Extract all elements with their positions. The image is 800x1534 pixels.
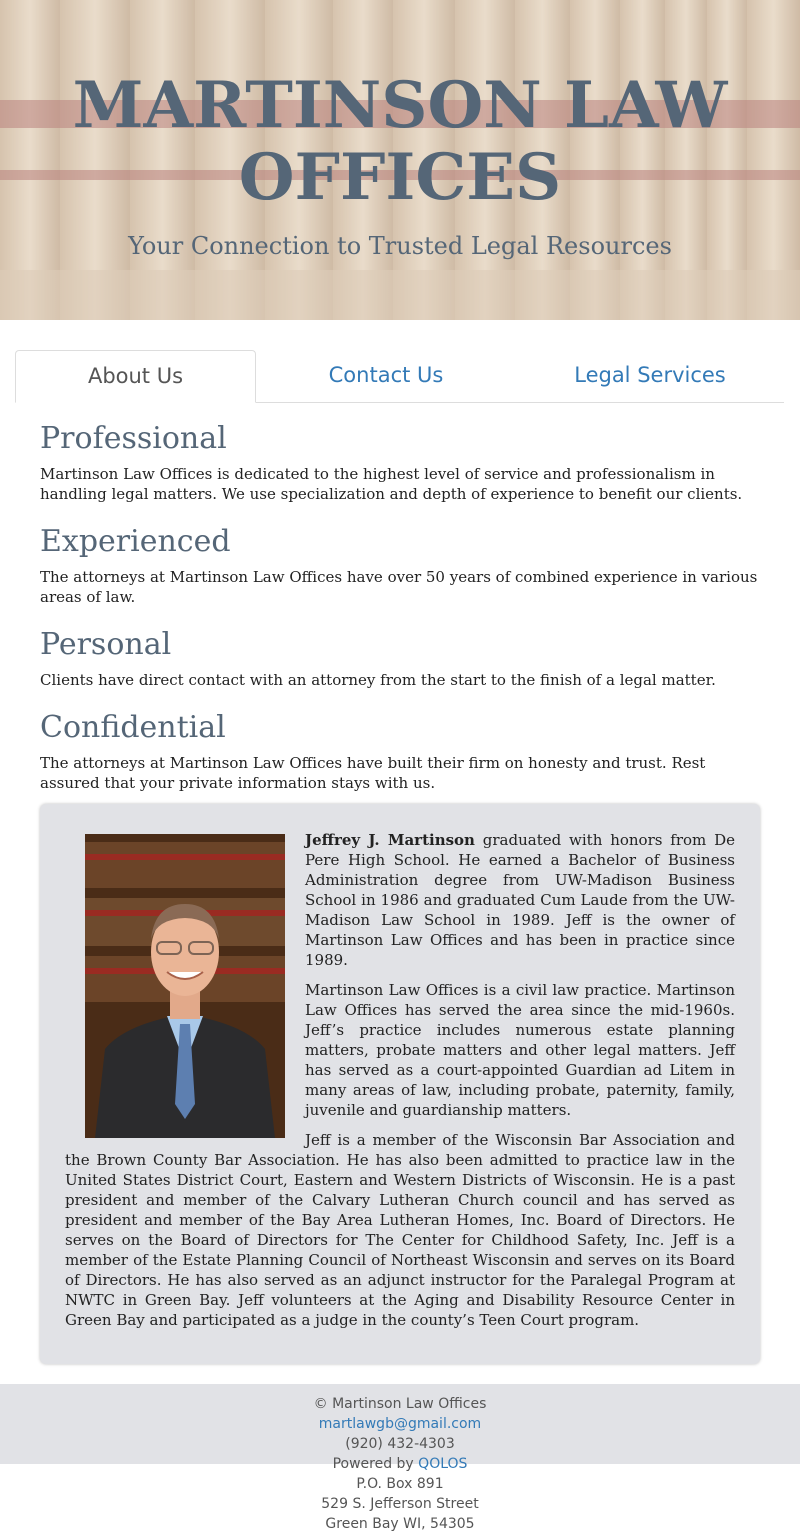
footer-phone: (920) 432-4303 (345, 1436, 455, 1452)
hero-banner (0, 0, 800, 320)
footer-powered-by (0, 1454, 800, 1474)
attorney-photo (85, 834, 285, 1138)
section-heading: Experienced (40, 524, 231, 559)
footer-po-box: P.O. Box 891 (356, 1476, 444, 1492)
attorney-portrait-image (85, 834, 285, 1138)
site-title (0, 70, 800, 214)
section-heading: Confidential (40, 710, 226, 745)
footer-city: Green Bay WI, 54305 (325, 1516, 475, 1532)
bio-paragraph-2: Martinson Law Offices is a civil law practice. Martinson Law Offices has served the area since the mid-1960s. Jeff’s practice includes numerous estate planning matters, probate matters and other legal matters. Jeff has served as a court-appointed Guardian ad Litem in many areas of law, including probate, paternity, family, juvenile and guardianship matters. (305, 981, 735, 1119)
attorney-bio-panel (40, 804, 760, 1364)
section-personal (40, 628, 760, 690)
footer-copyright: © Martinson Law Offices (313, 1396, 487, 1412)
section-experienced (40, 525, 760, 607)
powered-by-label: Powered by (332, 1456, 419, 1472)
section-text: The attorneys at Martinson Law Offices have over 50 years of combined experience in various areas of law. (40, 568, 758, 606)
footer-email-link[interactable]: martlawgb@gmail.com (318, 1416, 482, 1432)
site-title-line-1: MARTINSON LAW (72, 68, 728, 143)
tab-legal-services[interactable]: Legal Services (574, 363, 726, 387)
bio-paragraph-1-text: graduated with honors from De Pere High School. He earned a Bachelor of Business Administration degree from UW-Madison Business School in 1986 and graduated Cum Laude from the UW-Madison Law School in 1989. Jeff is the owner of Martinson Law Offices and has been in practice since 1989. (305, 831, 735, 969)
attorney-name: Jeffrey J. Martinson (305, 831, 475, 849)
section-heading: Professional (40, 421, 227, 456)
site-title-line-2: OFFICES (238, 140, 562, 215)
tab-contact-us[interactable]: Contact Us (328, 363, 444, 387)
nav-tabs (15, 350, 784, 403)
site-tagline: Your Connection to Trusted Legal Resources (128, 232, 672, 260)
bio-paragraph-3: Jeff is a member of the Wisconsin Bar Association and the Brown County Bar Association. He has also been admitted to practice law in the United States District Court, Eastern and Western Districts of Wisconsin. He is a past president and member of the Calvary Lutheran Church council and has served as president and member of the Bay Area Lutheran Homes, Inc. Board of Directors. He serves on the Board of Directors for The Center for Childhood Safety, Inc. Jeff is a member of the Estate Planning Council of Northeast Wisconsin and serves on its Board of Directors. He has also served as an adjunct instructor for the Paralegal Program at NWTC in Green Bay. Jeff volunteers at the Aging and Disability Resource Center in Green Bay and participated as a judge in the county’s Teen Court program. (65, 1131, 735, 1329)
section-professional (40, 422, 760, 504)
section-text: The attorneys at Martinson Law Offices have built their firm on honesty and trust. Rest assured that your private information stays with us. (40, 754, 706, 792)
section-confidential (40, 711, 760, 793)
attorney-bio-text (65, 830, 735, 1340)
footer-street: 529 S. Jefferson Street (321, 1496, 479, 1512)
section-text: Martinson Law Offices is dedicated to the highest level of service and professionalism in handling legal matters. We use specialization and depth of experience to benefit our clients. (40, 465, 743, 503)
section-text: Clients have direct contact with an attorney from the start to the finish of a legal matter. (40, 671, 716, 689)
section-heading: Personal (40, 627, 172, 662)
footer (0, 1394, 800, 1534)
tab-about-us[interactable]: About Us (15, 350, 256, 403)
qolos-link[interactable]: QOLOS (418, 1456, 468, 1472)
